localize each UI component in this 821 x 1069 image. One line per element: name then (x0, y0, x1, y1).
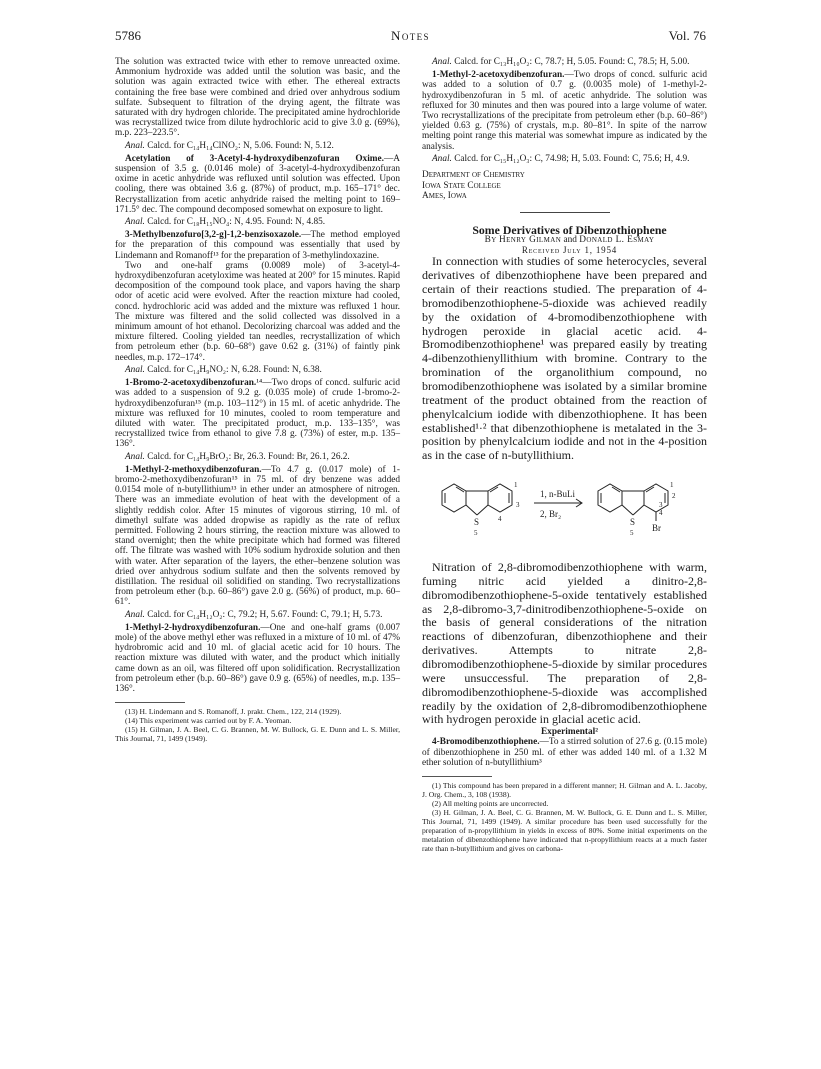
author-name: Henry Gilman (498, 235, 562, 246)
reagent-step-1: 1, n-BuLi (540, 489, 575, 500)
procedure-title: 1-Methyl-2-hydroxydibenzofuran. (125, 622, 261, 633)
procedure-text: —One and one-half grams (0.007 mole) of the above methyl ether was refluxed in a mixture of 10 ml. of 47% hydrobromic acid and 10 ml. of glacial acetic acid for 10 hours. The reaction mixture was diluted with water, and the product which initially came down as an oil, was filtered off upon solidification. Recrystallization from petroleum ether (b.p. 60–86°) gave 0.9 g. (65%) of needles, m.p. 135–136°. (115, 622, 400, 694)
procedure-paragraph (422, 70, 707, 152)
position-number: 2 (672, 492, 676, 501)
paragraph: The solution was extracted twice with ether to remove unreacted oxime. Ammonium hydroxide was added until the solution was basic, and the solution was again extracted twice with ether. The ethereal extracts containing the free base were combined and dried over anhydrous sodium sulfate. Subsequent to filtration of the drying agent, the filtrate was saturated with dry hydrogen chloride. The precipitated amine hydrochloride was recrystallized twice from dilute hydrochloric acid to give 3.0 g. (69%), m.p. 223–223.5°. (115, 57, 400, 139)
procedure-paragraph (115, 465, 400, 608)
procedure-title: 4-Bromodibenzothiophene. (432, 737, 540, 748)
reaction-scheme (422, 469, 707, 555)
reagent-step-2: 2, Br₂ (540, 509, 562, 520)
procedure-title: 1-Methyl-2-acetoxydibenzofuran. (432, 70, 565, 81)
analysis-text: Calcd. for C₁₅H₁₂O₃: C, 74.98; H, 5.03. Found: C, 75.6; H, 4.9. (454, 153, 690, 164)
procedure-title: 1-Bromo-2-acetoxydibenzofuran. (125, 378, 257, 389)
analysis-line (115, 141, 400, 151)
position-number: 3 (516, 501, 520, 510)
paragraph: Two and one-half grams (0.0089 mole) of 3-acetyl-4-hydroxydibenzofuran acetyloxime was heated at 200° for 15 minutes. Rapid decomposition of the compound took place, and vapors having the sharp odor of acetic acid were evolved. After the reaction mixture had cooled, concd. hydrochloric acid was added and the mixture was refluxed 1 hour. The mixture was filtered and the solid collected was dissolved in a minimum amount of hot ethanol. Decolorizing charcoal was added and the mixture filtered. Cooling yielded tan needles, recrystallization of which from petroleum ether (b.p. 60–68°) gave 0.62 g. (31%) of faintly pink needles, m.p. 172–174°. (115, 260, 400, 363)
analysis-text: Calcd. for C₁₄H₁₂O₂: C, 79.2; H, 5.67. Found: C, 79.1; H, 5.73. (147, 609, 383, 620)
volume-label: Vol. 76 (668, 28, 706, 43)
footnote: (13) H. Lindemann and S. Romanoff, J. prakt. Chem., 122, 214 (1929). (125, 707, 342, 717)
procedure-paragraph (115, 154, 400, 215)
position-number: 5 (630, 529, 634, 538)
affiliation-line: Ames, Iowa (422, 191, 467, 202)
position-number: 4 (498, 515, 502, 524)
analysis-text: Calcd. for C₁₄H₁₄ClNO₂: N, 5.06. Found: N, 5.12. (147, 140, 334, 151)
analysis-label: Anal. (125, 451, 145, 462)
analysis-line (115, 217, 400, 227)
bromine-label: Br (652, 523, 661, 534)
analysis-line (115, 365, 400, 375)
experimental-heading: Experimental² (540, 727, 598, 738)
procedure-text: —A suspension of 3.5 g. (0.0146 mole) of 3-acetyl-4-hydroxydibenzofuran oxime in acetic anhydride was refluxed until solution was effected. Upon cooling, there was obtained 3.6 g. (87%) of product, m.p. 165–171° dec. Recrystallization from acetic anhydride raised the melting point to 169–171.5° dec. The compound decomposed somewhat on exposure to light. (115, 153, 400, 215)
sulfur-atom-label: S (630, 517, 636, 528)
ring-bond (622, 505, 633, 515)
ring-bond (466, 505, 477, 515)
analysis-line (115, 452, 400, 462)
analysis-label: Anal. (125, 140, 145, 151)
analysis-label: Anal. (432, 153, 452, 164)
left-column (115, 57, 400, 743)
procedure-text: ¹⁴—Two drops of concd. sulfuric acid was added to a suspension of 9.2 g. (0.035 mole) of crude 1-bromo-2-hydroxydibenzofuran¹⁵ (m.p. 103–112°) in 15 ml. of acetic anhydride. The mixture was refluxed for 10 minutes, cooled to room temperature and diluted with water. The precipitated product, m.p. 133–135°, was recrystallized twice from ethanol to give 7.8 g. (73%) of ester, m.p. 135–136°. (115, 378, 400, 450)
procedure-title: 3-Methylbenzofuro[3,2-g]-1,2-benzisoxazole. (125, 230, 302, 241)
position-number: 1 (670, 481, 674, 490)
analysis-label: Anal. (125, 217, 145, 228)
author-name: Donald L. Esmay (579, 235, 655, 246)
analysis-label: Anal. (125, 609, 145, 620)
analysis-label: Anal. (125, 364, 145, 375)
intro-paragraph: In connection with studies of some heterocycles, several derivatives of dibenzothiophene have been prepared and certain of their reactions studied. The preparation of 4-bromodibenzothiophene-5-dioxide was achieved readily by the oxidation of 4-bromodibenzothiophene with hydrogen peroxide in glacial acetic acid. 4-Bromodibenzothiophene¹ was prepared easily by treating 4-dibenzothienyllithium with bromine. Contrary to the bromination of the organolithium compound, no bromodibenzothiophene was isolated by a similar bromine treatment of the product obtained from the reaction of phenylcalcium iodide with dibenzothiophene. It has been established¹·² that dibenzothiophene is metalated in the 3-position by phenylcalcium iodide and not in the 4-position as in the case of n-butyllithium. (422, 254, 707, 463)
procedure-text: —To 4.7 g. (0.017 mole) of 1-bromo-2-methoxydibenzofuran¹⁵ in 75 ml. of dry benzene was added 0.0154 mole of n-butyllithium¹³ in ether under an atmosphere of nitrogen. There was an immediate evolution of heat with the development of a slightly reddish color. After 15 minutes of vigorous stirring, 10 ml. of dimethyl sulfate was added dropwise as rapidly as the rate of reflux permitted. Following 2 hours stirring, the reaction mixture was allowed to stand overnight; then the white precipitate which had formed was filtered off. The filtrate was washed with 10% sodium hydroxide solution and then with water. After separation of the layers, the ether–benzene solution was dried over anhydrous sodium sulfate and then the solvents removed by distillation. The residual oil solidified on standing. Two recrystallizations from petroleum ether (b.p. 60–86°) gave 2.0 g. (56%) of product, m.p. 60–61°. (115, 464, 400, 608)
position-number: 3 (659, 501, 663, 510)
footnote: (3) H. Gilman, J. A. Beel, C. G. Brannen, M. W. Bullock, G. E. Dunn and L. S. Miller, This Journal, 71, 1499 (1949). A similar procedure has been used successfully for the preparation of n-propyllithium in yields in excess of 80%. Some initial experiments on the metalation of dibenzothiophene have indicated that n-propyllithium reacts at a much faster rate than n-butyllithium and gives on carbona- (422, 808, 707, 854)
affiliation-block (422, 170, 707, 202)
position-number: 5 (474, 529, 478, 538)
intro-paragraph: Nitration of 2,8-dibromodibenzothiophene with warm, fuming nitric acid yielded a dinitro-2,8-dibromodibenzothiophene-5-oxide tentatively established as 2,8-dibromo-3,7-dinitrodibenzothiophene-5-oxide on the basis of general considerations of the nitration reactions of dibenzofuran, dibenzothiophene and their derivatives. Attempts to nitrate 2,8-dibromodibenzothiophene-5-dioxide by similar procedures were unsuccessful. The preparation of 2,8-dibromodibenzothiophene-5-dioxide was accomplished readily by the oxidation of 2,8-dibromodibenzothiophene with hydrogen peroxide in glacial acetic acid. (422, 560, 707, 727)
affiliation-line: Iowa State College (422, 180, 501, 191)
analysis-line (115, 610, 400, 620)
article-separator (520, 212, 610, 213)
analysis-label: Anal. (432, 57, 452, 67)
procedure-title: Acetylation of 3-Acetyl-4-hydroxydibenzofuran Oxime. (125, 153, 384, 164)
procedure-paragraph (115, 230, 400, 261)
running-title: Notes (391, 28, 430, 43)
analysis-text: Calcd. for C₁₄H₉BrO₂: Br, 26.3. Found: Br, 26.1, 26.2. (147, 451, 350, 462)
right-column (422, 57, 707, 853)
procedure-paragraph (115, 623, 400, 694)
procedure-text: —To a stirred solution of 27.6 g. (0.15 mole) of dibenzothiophene in 250 ml. of ether was added 140 ml. of a 1.32 M ether solution of n-butyllithium³ (422, 737, 707, 768)
benzene-ring-left (442, 484, 466, 512)
byline-by: By (484, 235, 497, 246)
received-date: Received July 1, 1954 (521, 245, 618, 256)
ring-bond (477, 505, 488, 515)
reaction-scheme-drawing (422, 469, 707, 555)
analysis-text: Calcd. for C₁₈H₁₅NO₄: N, 4.95. Found: N, 4.85. (147, 217, 326, 228)
byline-and: and (563, 235, 577, 246)
ring-bond (633, 505, 644, 515)
article-title: Some Derivatives of Dibenzothiophene (472, 222, 667, 237)
analysis-text: Calcd. for C₁₄H₉NO₂: N, 6.28. Found: N, 6.38. (147, 364, 322, 375)
sulfur-atom-label: S (474, 517, 480, 528)
procedure-paragraph (115, 378, 400, 449)
procedure-text: —Two drops of concd. sulfuric acid was added to a solution of 0.7 g. (0.0035 mole) of 1-methyl-2-hydroxydibenzofuran in 5 ml. of acetic anhydride. The solution was refluxed for 30 minutes and then was poured into a large volume of water. Two recrystallizations of the precipitate from petroleum ether (b.p. 60–86°) yielded 0.63 g. (75%) of crystals, m.p. 80–81°. In spite of the narrow melting point range this material was somewhat impure as indicated by the analysis. (422, 70, 707, 152)
analysis-line (422, 154, 707, 164)
footnote-rule (422, 776, 492, 777)
footnote: (15) H. Gilman, J. A. Beel, C. G. Brannen, M. W. Bullock, G. E. Dunn and L. S. Miller, This Journal, 71, 1499 (1949). (115, 725, 400, 744)
benzene-ring-left (598, 484, 622, 512)
position-number: 1 (514, 481, 518, 490)
procedure-title: 1-Methyl-2-methoxydibenzofuran. (125, 464, 262, 475)
page-header (115, 28, 706, 46)
position-number: 4 (659, 509, 663, 518)
analysis-line (422, 57, 707, 67)
footnote-rule (115, 702, 185, 703)
affiliation-line: Department of Chemistry (422, 170, 525, 181)
footnote: (1) This compound has been prepared in a different manner; H. Gilman and A. L. Jacoby, J. Org. Chem., 3, 108 (1938). (422, 781, 707, 800)
procedure-text: —The method employed for the preparation of this compound was essentially that used by Lindemann and Romanoff¹³ for the preparation of 3-methylindoxazine. (115, 230, 400, 261)
analysis-text: Calcd. for C₁₃H₁₀O₂: C, 78.7; H, 5.05. Found: C, 78.5; H, 5.00. (454, 57, 690, 67)
benzene-ring-right (488, 484, 512, 512)
procedure-paragraph (422, 737, 707, 768)
footnote: (2) All melting points are uncorrected. (432, 799, 549, 809)
footnote: (14) This experiment was carried out by F. A. Yeoman. (125, 716, 292, 726)
benzene-ring-right (644, 484, 668, 512)
page-number: 5786 (115, 28, 141, 43)
